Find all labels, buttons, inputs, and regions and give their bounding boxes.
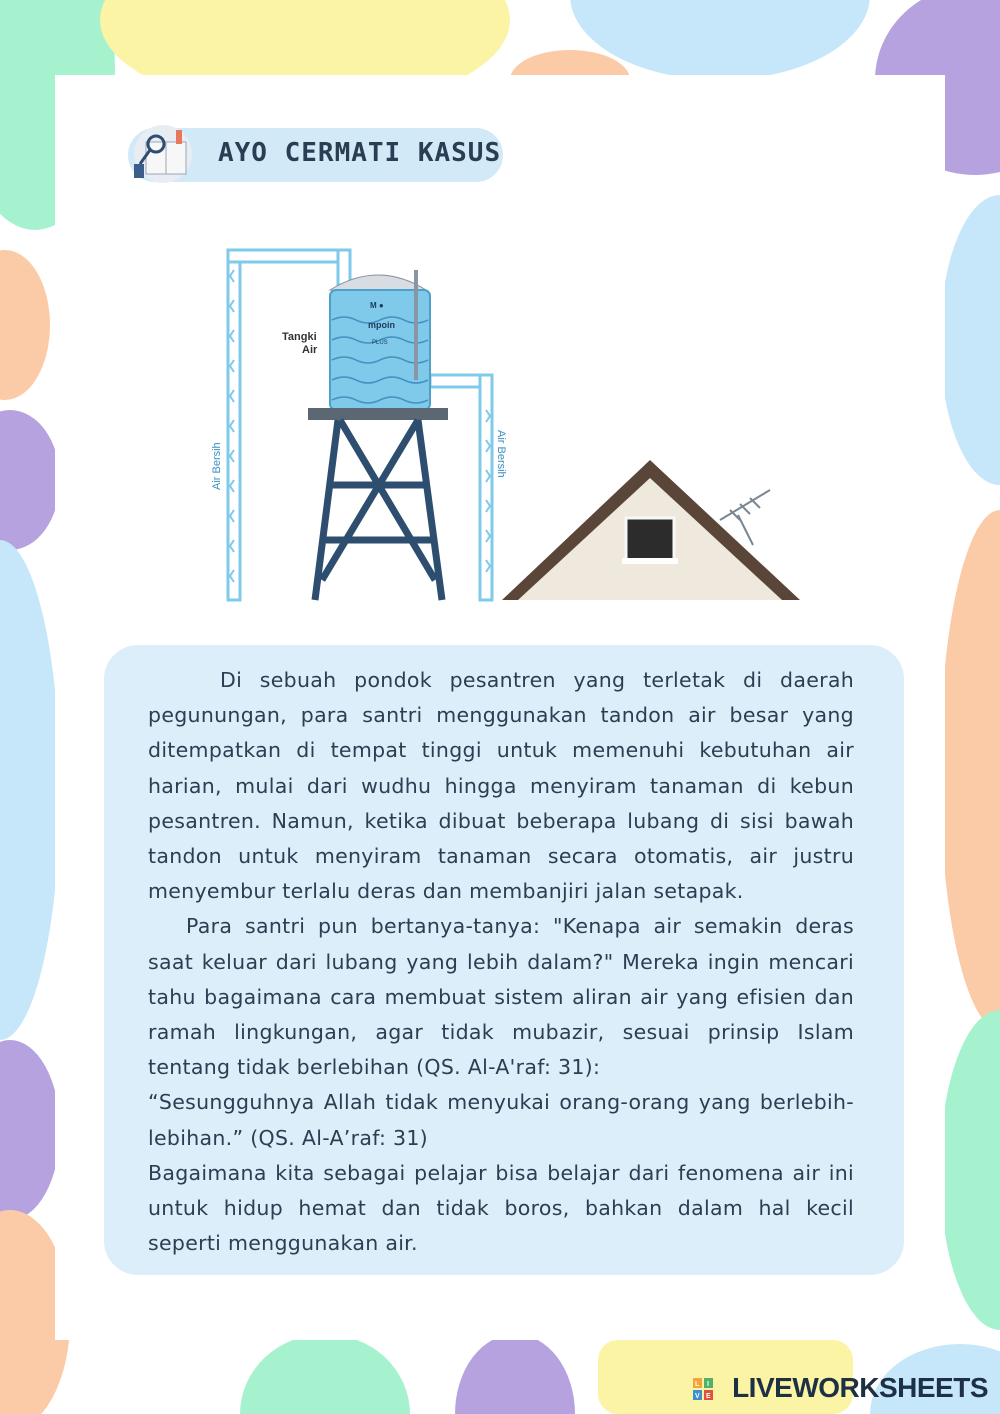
blob-peach-right bbox=[940, 510, 1000, 1030]
pipe-label-right: Air Bersih bbox=[495, 430, 507, 478]
blob-lavender-left bbox=[0, 410, 60, 550]
logo-letter-e: E bbox=[706, 1393, 711, 1400]
blob-mint-right bbox=[940, 1010, 1000, 1330]
tank-brand: mpoin bbox=[368, 320, 395, 330]
blob-lavender-left-low bbox=[0, 1040, 60, 1220]
story-question: Bagaimana kita sebagai pelajar bisa belajar dari fenomena air ini untuk hidup hemat dan tidak boros, bahkan dalam hal kecil seperti menggunakan air. bbox=[148, 1160, 854, 1256]
blob-lavender-bottom bbox=[455, 1334, 575, 1414]
liveworksheets-logo-icon bbox=[693, 1378, 713, 1400]
story-paragraph-2: Para santri pun bertanya-tanya: "Kenapa air semakin deras saat keluar dari lubang yang lebih dalam?" Mereka ingin mencari tahu bagaimana cara membuat sistem aliran air yang efisien dan ramah lingkungan, agar tidak mubazir, sesuai prinsip Islam tentang tidak berlebihan (QS. Al-A'raf: 31): bbox=[148, 914, 854, 1080]
blob-sky-right bbox=[940, 195, 1000, 485]
tank-brand-top: M ● bbox=[370, 301, 384, 310]
story-text bbox=[148, 663, 854, 1261]
water-tower-frame bbox=[308, 408, 448, 600]
tank-label bbox=[282, 331, 318, 356]
story-paragraph-1: Di sebuah pondok pesantren yang terletak di daerah pegunungan, para santri menggunakan tandon air besar yang ditempatkan di tempat tinggi untuk memenuhi kebutuhan air harian, mulai dari wudhu hingga menyiram tanaman di kebun pesantren. Namun, ketika dibuat beberapa lubang di sisi bawah tandon untuk menyiram tanaman secara otomatis, air justru menyembur terlalu deras dan membanjiri jalan setapak. bbox=[148, 668, 854, 904]
blob-peach-left bbox=[0, 250, 50, 400]
logo-letter-v: V bbox=[695, 1393, 700, 1400]
pipe-label-left: Air Bersih bbox=[211, 442, 223, 490]
tank-brand-sub: PLUS bbox=[372, 340, 388, 346]
logo-letter-i: I bbox=[707, 1381, 709, 1388]
tank-label-part: Air bbox=[302, 344, 318, 356]
logo-letter-l: L bbox=[695, 1381, 700, 1388]
water-tower-illustration bbox=[190, 240, 810, 605]
story-quote: “Sesungguhnya Allah tidak menyukai orang-orang yang berlebih-lebihan.” (QS. Al-A’raf: 31) bbox=[148, 1090, 854, 1150]
blob-sky-left bbox=[0, 540, 60, 1040]
magnifier-book-icon bbox=[128, 124, 198, 184]
footer-brand[interactable]: LIVEWORKSHEETS bbox=[732, 1372, 988, 1403]
tank-label-part: Tangki bbox=[282, 331, 317, 343]
header-title: AYO CERMATI KASUS bbox=[218, 138, 502, 168]
house bbox=[502, 460, 800, 600]
blob-mint-bottom bbox=[240, 1334, 410, 1414]
